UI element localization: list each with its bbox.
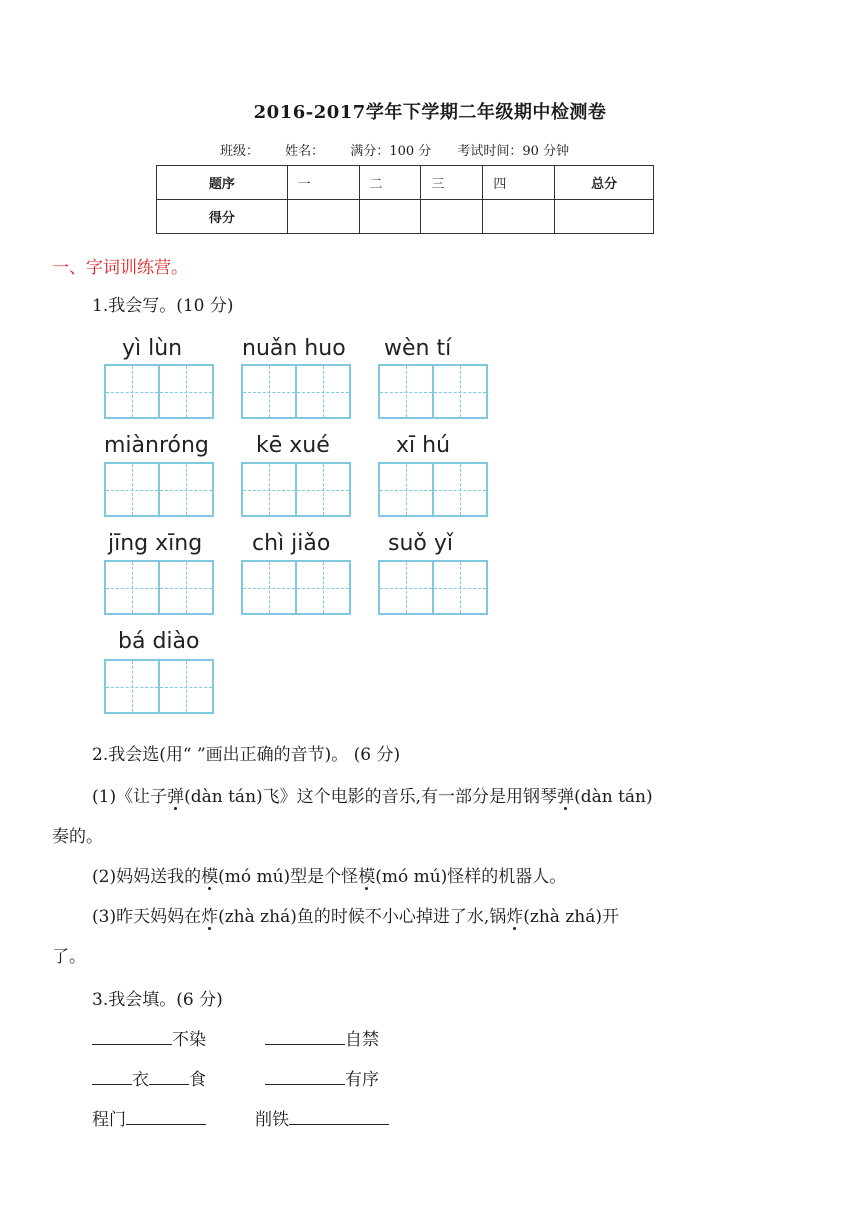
- item-text: (dàn tán): [574, 787, 653, 807]
- item-text: (zhà zhá)开: [523, 907, 619, 927]
- table-row: [157, 200, 654, 234]
- answer-blank[interactable]: [92, 1068, 132, 1085]
- question-2-item-1-cont: 奏的。: [52, 827, 103, 847]
- dotted-char: 弹: [167, 787, 185, 807]
- question-2-item-2: [92, 862, 566, 887]
- fill-item: [92, 1105, 206, 1130]
- question-2-item-1: [92, 782, 653, 807]
- item-text: (dàn tán)飞》这个电影的音乐,有一部分是用钢琴: [184, 787, 558, 807]
- writing-grid[interactable]: [241, 560, 351, 615]
- idiom-part: 衣: [132, 1070, 149, 1090]
- dotted-char: 炸: [506, 907, 524, 927]
- header-cell: 四: [483, 166, 555, 200]
- score-label-cell: 得分: [157, 200, 288, 234]
- pinyin-label: kē xué: [256, 433, 330, 458]
- item-text: (mó mú)怪样的机器人。: [375, 867, 567, 887]
- writing-grid[interactable]: [104, 659, 214, 714]
- item-text: (mó mú)型是个怪: [218, 867, 359, 887]
- pinyin-label: nuǎn huo: [242, 336, 346, 361]
- header-cell: 三: [421, 166, 483, 200]
- score-cell[interactable]: [287, 200, 359, 234]
- writing-grid[interactable]: [241, 364, 351, 419]
- idiom-part: 不染: [172, 1030, 206, 1050]
- item-text: (2)妈妈送我的: [92, 867, 202, 887]
- score-cell[interactable]: [359, 200, 421, 234]
- idiom-part: 程门: [92, 1110, 126, 1130]
- pinyin-label: miànróng: [104, 433, 209, 458]
- idiom-part: 食: [189, 1070, 206, 1090]
- pinyin-label: chì jiǎo: [252, 531, 331, 556]
- answer-blank[interactable]: [289, 1108, 389, 1125]
- pinyin-label: suǒ yǐ: [388, 531, 453, 556]
- idiom-part: 削铁: [255, 1110, 289, 1130]
- full-score-label: 满分：100 分: [350, 144, 432, 159]
- header-cell: 题序: [157, 166, 288, 200]
- writing-grid[interactable]: [104, 560, 214, 615]
- score-cell[interactable]: [483, 200, 555, 234]
- idiom-part: 自禁: [345, 1030, 379, 1050]
- header-cell: 总分: [555, 166, 654, 200]
- answer-blank[interactable]: [265, 1068, 345, 1085]
- pinyin-label: yì lùn: [122, 336, 183, 361]
- dotted-char: 弹: [557, 787, 575, 807]
- item-text: (1)《让子: [92, 787, 168, 807]
- fill-item: [265, 1065, 379, 1090]
- score-table: [156, 165, 654, 234]
- question-1-title: 1.我会写。(10 分): [92, 296, 234, 316]
- answer-blank[interactable]: [126, 1108, 206, 1125]
- answer-blank[interactable]: [92, 1028, 172, 1045]
- header-cell: 一: [287, 166, 359, 200]
- name-label: 姓名：: [285, 144, 325, 159]
- header-cell: 二: [359, 166, 421, 200]
- answer-blank[interactable]: [265, 1028, 345, 1045]
- score-cell[interactable]: [555, 200, 654, 234]
- dotted-char: 炸: [201, 907, 219, 927]
- item-text: (zhà zhá)鱼的时候不小心掉进了水,锅: [218, 907, 507, 927]
- dotted-char: 模: [358, 867, 376, 887]
- fill-item: [255, 1105, 389, 1130]
- item-text: (3)昨天妈妈在: [92, 907, 202, 927]
- question-2-item-3-cont: 了。: [52, 947, 86, 967]
- pinyin-label: jīng xīng: [108, 531, 203, 556]
- writing-grid[interactable]: [104, 462, 214, 517]
- table-row: [157, 166, 654, 200]
- exam-time-label: 考试时间：90 分钟: [457, 144, 570, 159]
- section-heading: 一、字词训练营。: [52, 258, 188, 278]
- answer-blank[interactable]: [149, 1068, 189, 1085]
- writing-grid[interactable]: [378, 364, 488, 419]
- score-cell[interactable]: [421, 200, 483, 234]
- page-title: 2016-2017学年下学期二年级期中检测卷: [253, 102, 607, 123]
- writing-grid[interactable]: [378, 560, 488, 615]
- exam-info: [220, 140, 591, 159]
- pinyin-label: wèn tí: [384, 336, 452, 361]
- idiom-part: 有序: [345, 1070, 379, 1090]
- question-2-item-3: [92, 902, 619, 927]
- fill-item: [265, 1025, 379, 1050]
- fill-item: [92, 1025, 206, 1050]
- fill-item: [92, 1065, 206, 1090]
- pinyin-label: bá diào: [118, 629, 200, 654]
- question-3-title: 3.我会填。(6 分): [92, 990, 223, 1010]
- class-label: 班级：: [220, 144, 260, 159]
- writing-grid[interactable]: [378, 462, 488, 517]
- pinyin-label: xī hú: [396, 433, 451, 458]
- dotted-char: 模: [201, 867, 219, 887]
- writing-grid[interactable]: [241, 462, 351, 517]
- question-2-title: 2.我会选(用“ ”画出正确的音节)。 (6 分): [92, 745, 401, 765]
- writing-grid[interactable]: [104, 364, 214, 419]
